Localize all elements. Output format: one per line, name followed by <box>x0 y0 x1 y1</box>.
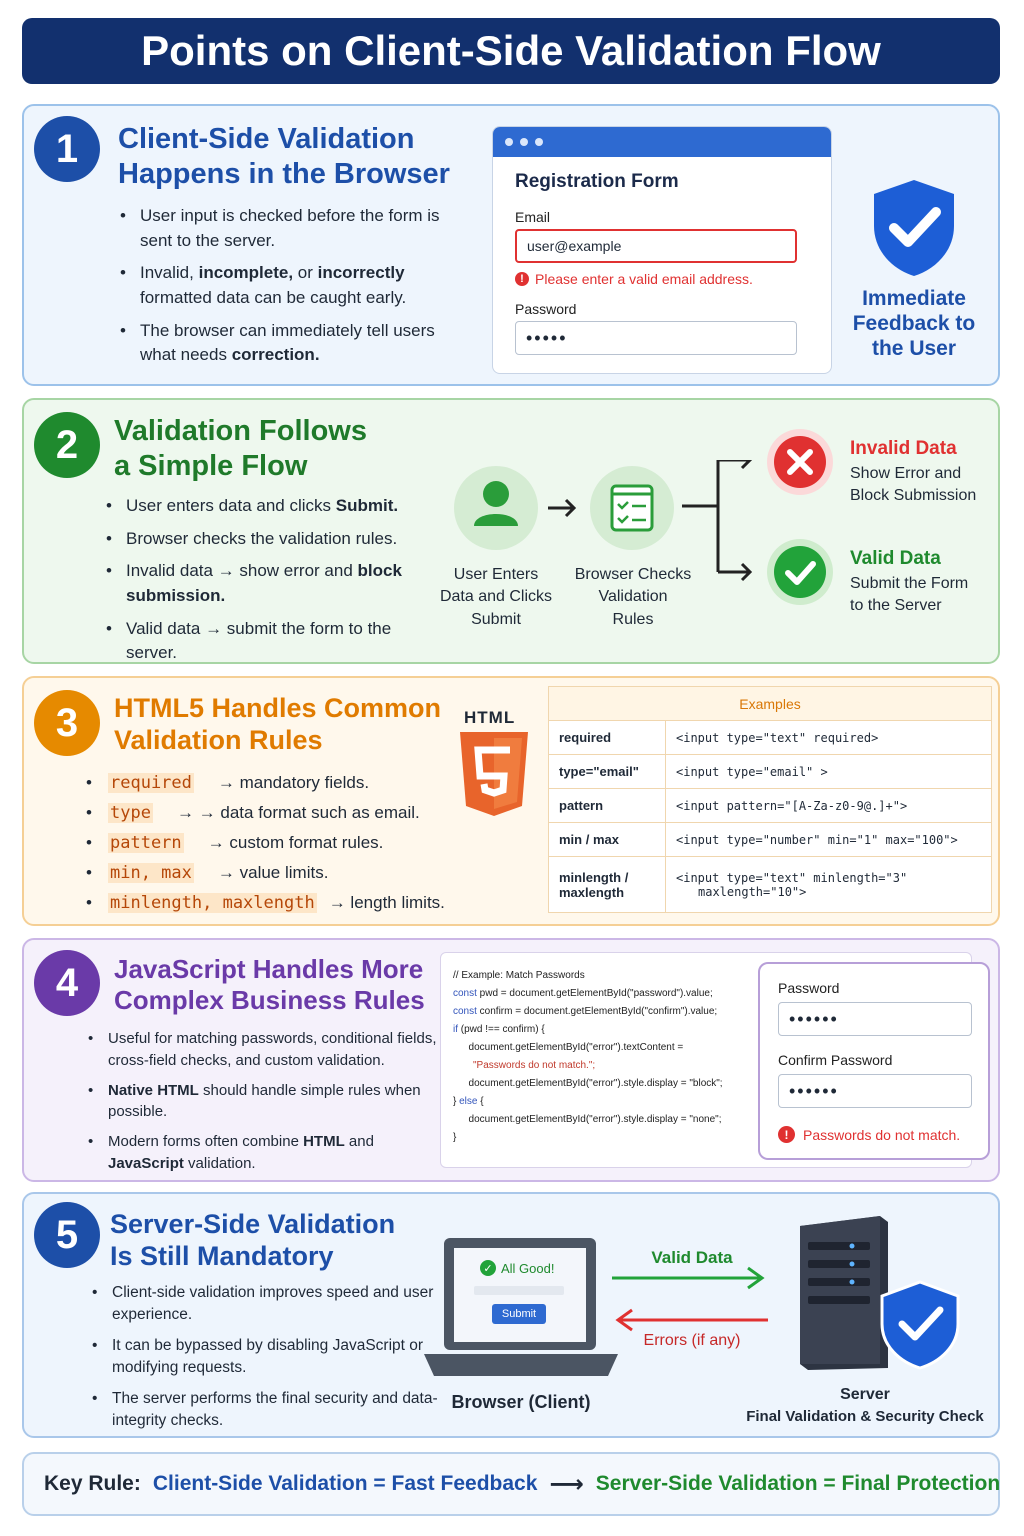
table-title: Examples <box>549 687 992 721</box>
password-field[interactable]: •••••• <box>778 1002 972 1036</box>
html5-rules-list <box>86 768 445 918</box>
server-icon <box>794 1216 964 1381</box>
password-mismatch-error: ! Passwords do not match. <box>778 1126 960 1143</box>
bullet-item: • Invalid, incomplete, or incorrectly formatted data can be caught early. <box>118 261 458 310</box>
section-html5-rules <box>22 676 1000 926</box>
section-5-heading: Server-Side Validation Is Still Mandatory <box>110 1209 396 1272</box>
form-title: Registration Form <box>515 171 679 192</box>
table-row: pattern <input pattern="[A-Za-z0-9@.]+"> <box>549 789 992 823</box>
email-label: Email <box>515 209 551 225</box>
section-2-heading: Validation Follows a Simple Flow <box>114 415 367 482</box>
html-logo-label: HTML <box>464 708 516 727</box>
section-4-heading: JavaScript Handles More Complex Business Rules <box>114 954 425 1016</box>
bullet-item: • The browser can immediately tell users what needs correction. <box>118 319 458 368</box>
valid-data-label: Valid Data <box>651 1248 733 1267</box>
step-number-4: 4 <box>34 950 100 1016</box>
errors-label: Errors (if any) <box>643 1332 741 1349</box>
table-row: required <input type="text" required> <box>549 721 992 755</box>
bullet-item: • Native HTML should handle simple rules when possible. <box>86 1080 438 1124</box>
bullet-item: • User enters data and clicks Submit. <box>104 494 424 519</box>
section-1-heading <box>118 122 450 192</box>
step-number-2: 2 <box>34 412 100 478</box>
shield-check-icon <box>868 176 960 285</box>
confirm-password-label: Confirm Password <box>778 1052 893 1068</box>
bullet-item: • Invalid data → show error and block submission. <box>104 559 424 608</box>
check-icon: ✓ <box>480 1260 496 1276</box>
window-titlebar <box>493 127 831 157</box>
client-label: Browser (Client) <box>451 1392 591 1412</box>
table-row: minlength / maxlength <input type="text" minlength="3" maxlength="10"> <box>549 857 992 913</box>
email-field[interactable]: user@example <box>515 229 797 263</box>
step-browser-checks-label: Browser Checks Validation Rules <box>574 566 692 628</box>
bullet-item: • It can be bypassed by disabling JavaScript or modifying requests. <box>90 1335 440 1380</box>
window-dot-icon <box>520 138 528 146</box>
key-rule-text <box>44 1454 1000 1514</box>
html5-logo-icon <box>458 732 530 823</box>
email-error-message <box>515 271 753 287</box>
table-row: type="email" <input type="email" > <box>549 755 992 789</box>
bullet-item: • Valid data → submit the form to the server. <box>104 617 424 666</box>
heading-line-1: Client-Side Validation <box>118 123 415 155</box>
section-client-side-validation <box>22 104 1000 386</box>
key-rule-label: Key Rule: <box>44 1472 141 1495</box>
section-javascript-rules <box>22 938 1000 1182</box>
bullet-item: • Client-side validation improves speed and user experience. <box>90 1282 440 1327</box>
section-2-bullets <box>104 494 424 674</box>
registration-form-window <box>492 126 832 374</box>
bullet-item: • Browser checks the validation rules. <box>104 527 424 552</box>
window-dot-icon <box>535 138 543 146</box>
password-match-panel <box>758 962 990 1160</box>
rule-item: • pattern → custom format rules. <box>86 833 384 853</box>
table-row: min / max <input type="number" min="1" max="100"> <box>549 823 992 857</box>
password-field[interactable]: ••••• <box>515 321 797 355</box>
step-number-3: 3 <box>34 690 100 756</box>
window-dot-icon <box>505 138 513 146</box>
confirm-password-field[interactable]: •••••• <box>778 1074 972 1108</box>
section-server-side-validation <box>22 1192 1000 1438</box>
section-validation-flow <box>22 398 1000 664</box>
rule-item: • required → mandatory fields. <box>86 773 370 793</box>
password-label: Password <box>515 301 577 317</box>
key-rule-server: Server-Side Validation = Final Protection <box>595 1472 1001 1495</box>
submit-button[interactable]: Submit <box>492 1304 546 1324</box>
step-number-5: 5 <box>34 1202 100 1268</box>
invalid-data-label: Invalid Data Show Error and Block Submission <box>850 438 977 504</box>
error-icon: ! <box>778 1126 795 1143</box>
error-icon: ! <box>515 272 529 286</box>
error-text: Please enter a valid email address. <box>535 271 753 287</box>
section-1-bullets <box>118 204 458 376</box>
examples-table <box>548 686 992 913</box>
step-user-enters-label: User Enters Data and Clicks Submit <box>439 566 553 628</box>
section-3-heading: HTML5 Handles Common Validation Rules <box>114 693 442 756</box>
bullet-item: • Modern forms often combine HTML and JavaScript validation. <box>86 1131 438 1175</box>
password-label: Password <box>778 980 840 996</box>
section-5-bullets <box>90 1282 440 1441</box>
bullet-item: • Useful for matching passwords, conditional fields, cross-field checks, and custom validation. <box>86 1028 438 1072</box>
bullet-item: • The server performs the final security and data-integrity checks. <box>90 1388 440 1433</box>
immediate-feedback-label: Immediate Feedback to the User <box>852 287 976 361</box>
bullet-item: • User input is checked before the form is sent to the server. <box>118 204 458 253</box>
arrow-right-icon: ⟶ <box>549 1470 584 1498</box>
page-title: Points on Client-Side Validation Flow <box>22 18 1000 84</box>
valid-data-label: Valid Data Submit the Form to the Server <box>850 548 969 614</box>
server-label: Server Final Validation & Security Check <box>746 1386 984 1426</box>
key-rule-banner <box>22 1452 1000 1516</box>
key-rule-client: Client-Side Validation = Fast Feedback <box>152 1472 538 1495</box>
section-4-bullets <box>86 1028 438 1183</box>
code-snippet: // Example: Match Passwords const pwd = document.getElementById("password").value; const confirm = document.getElementById("confirm").value; if (pwd !== confirm) { document.getElementById("error").textContent = "Passwords do not match."; document.getElementById("error").style.display = "block"; } else { document.getElementById("error").style.display = "none"; } <box>453 970 723 1143</box>
heading-line-2: Happens in the Browser <box>118 157 450 190</box>
all-good-status: ✓ All Good! <box>480 1260 554 1276</box>
rule-item: • type → → data format such as email. <box>86 803 420 823</box>
invalid-x-icon <box>766 428 834 501</box>
rule-item: • minlength, maxlength → length limits. <box>86 893 445 913</box>
rule-item: • min, max → value limits. <box>86 863 329 883</box>
valid-check-icon <box>766 538 834 611</box>
step-number-1: 1 <box>34 116 100 182</box>
